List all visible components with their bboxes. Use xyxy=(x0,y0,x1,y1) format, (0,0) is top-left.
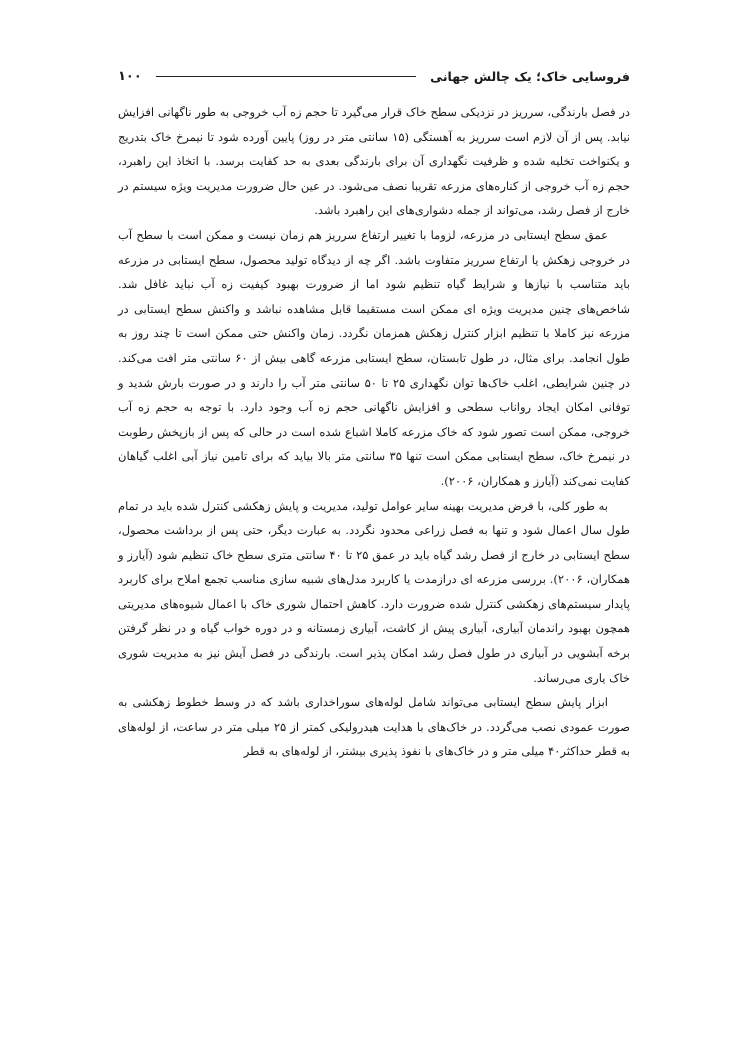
running-title: فروسایی خاک؛ یک چالش جهانی xyxy=(430,68,630,84)
page-body xyxy=(118,100,630,764)
paragraph-3: به طور کلی، با فرض مدیریت بهینه سایر عوامل تولید، مدیریت و پایش زهکشی کنترل شده باید در تمام طول سال اعمال شود و تنها به فصل زراعی محدود نگردد. به عبارت دیگر، حتی پس از برداشت محصول، سطح ایستابی در خارج از فصل رشد گیاه باید در عمق ۲۵ تا ۴۰ سانتی متری سطح خاک تنظیم شود (آیارز و همکاران، ۲۰۰۶). بررسی مزرعه ای درازمدت یا کاربرد مدل‌های شبیه سازی مناسب تجمع املاح برای کاربرد پایدار سیستم‌های زهکشی کنترل شده ضرورت دارد. کاهش احتمال شوری خاک با اعمال شیوه‌های مدیریتی همچون بهبود راندمان آبیاری، آبیاری پیش از کاشت، آبیاری زمستانه و در دوره خواب گیاه و در نظر گرفتن برخه آبشویی در آبیاری در طول فصل رشد امکان پذیر است. بارندگی در فصل آیش نیز به مدیریت شوری خاک یاری می‌رساند. xyxy=(118,498,630,685)
header-rule xyxy=(156,76,416,77)
page-number: ۱۰۰ xyxy=(118,68,142,84)
paragraph-2: عمق سطح ایستابی در مزرعه، لزوما با تغییر ارتفاع سرریز هم زمان نیست و ممکن است با سطح آب در خروجی زهکش یا ارتفاع سرریز متفاوت باشد. اگر چه از دیدگاه تولید محصول، سطح ایستابی در مزرعه باید متناسب با نیازها و شرایط گیاه تنظیم شود اما از ضرورت بهبود کیفیت زه آب نباید غافل شد. شاخص‌های چنین مدیریت ویژه ای ممکن است مستقیما قابل مشاهده نباشد و واکنش سطح ایستابی در مزرعه نیز کاملا با تنظیم ابزار کنترل زهکش همزمان نگردد. زمان واکنش حتی ممکن است تا چند روز به طول انجامد. برای مثال، در طول تابستان، سطح ایستابی مزرعه گاهی بیش از ۶۰ سانتی متر افت می‌کند. در چنین شرایطی، اغلب خاک‌ها توان نگهداری ۲۵ تا ۵۰ سانتی متر آب را دارند و در صورت بارش شدید و توفانی امکان ایجاد رواناب سطحی و افزایش ناگهانی حجم زه آب وجود دارد. با توجه به حجم زه آب خروجی، ممکن است تصور شود که خاک مزرعه کاملا اشباع شده است در حالی که پس از بازپخش رطوبت در نیمرخ خاک، سطح ایستابی ممکن است تنها ۳۵ سانتی متر بالا بیاید که برای تامین نیاز آبی اغلب گیاهان کفایت نمی‌کند (آیارز و همکاران، ۲۰۰۶). xyxy=(118,227,630,488)
paragraph-1: در فصل بارندگی، سرریز در نزدیکی سطح خاک قرار می‌گیرد تا حجم زه آب خروجی به طور ناگهانی افزایش نیابد. پس از آن لازم است سرریز به آهستگی (۱۵ سانتی متر در روز) پایین آورده شود تا نیمرخ خاک بتدریج و یکنواخت تخلیه شده و ظرفیت نگهداری آن برای بارندگی بعدی به حد کفایت برسد. با اتخاذ این راهبرد، حجم زه آب خروجی از کناره‌های مزرعه تقریبا نصف می‌شود. در عین حال ضرورت مدیریت ویژه سیستم در خارج از فصل رشد، می‌تواند از جمله دشواری‌های این راهبرد باشد. xyxy=(118,105,630,218)
page-header xyxy=(118,64,630,88)
paragraph-4: ابزار پایش سطح ایستابی می‌تواند شامل لوله‌های سوراخداری باشد که در وسط خطوط زهکشی به صورت عمودی نصب می‌گردد. در خاک‌های با هدایت هیدرولیکی کمتر از ۲۵ میلی متر در ساعت، از لوله‌های به قطر حداکثر۴۰ میلی متر و در خاک‌های با نفوذ پذیری بیشتر، از لوله‌های به قطر xyxy=(118,695,630,759)
